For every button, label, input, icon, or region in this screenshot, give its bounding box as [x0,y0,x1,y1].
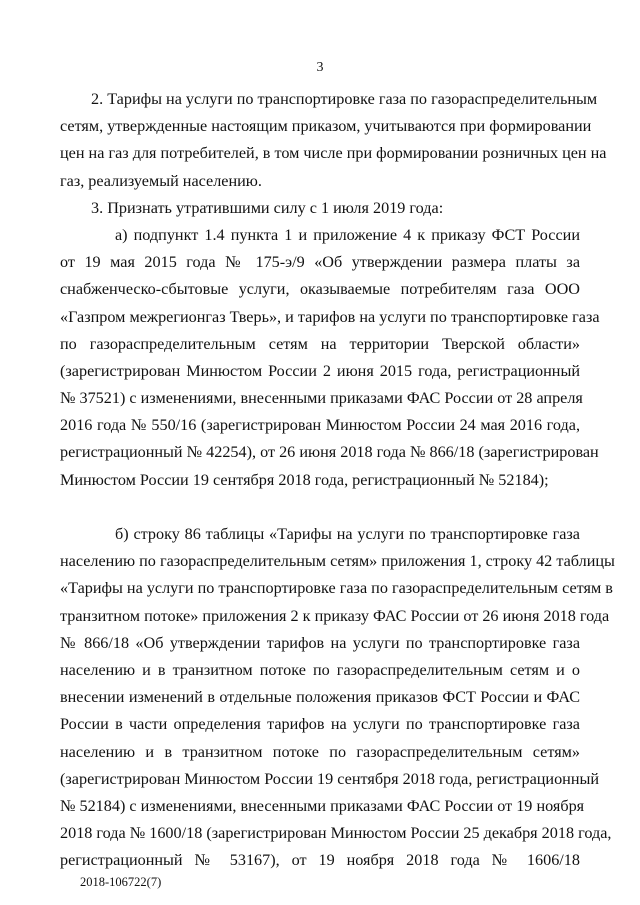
text-line: б) строку 86 таблицы «Тарифы на услуги по транспортировке газа [115,525,580,543]
text-line: от 19 мая 2015 года № 175-э/9 «Об утверждении размера платы за [60,253,580,272]
text-line: газ, реализуемый населению. [60,171,262,190]
text-line: № 37521) с изменениями, внесенными приказами ФАС России от 28 апреля [60,389,583,408]
text-line: а) подпункт 1.4 пункта 1 и приложение 4 к приказу ФСТ России [115,225,580,244]
document-code: 2018-106722(7) [80,875,162,889]
text-line: «Газпром межрегионгаз Тверь», и тарифов на услуги по транспортировке газа [60,307,600,326]
text-line: регистрационный № 42254), от 26 июня 2018 года № 866/18 (зарегистрирован [60,443,599,462]
text-line: 2018 года № 1600/18 (зарегистрирован Минюстом России 25 декабря 2018 года, [60,824,612,843]
text-line: 3. Признать утратившими силу с 1 июля 2019 года: [91,198,444,217]
text-line: транзитном потоке» приложения 2 к приказу ФАС России от 26 июня 2018 года [60,606,610,625]
text-line: (зарегистрирован Минюстом России 2 июня 2015 года, регистрационный [60,361,580,380]
text-line: сетям, утвержденные настоящим приказом, учитываются при формировании [60,117,592,136]
text-line: № 866/18 «Об утверждении тарифов на услуги по транспортировке газа [60,633,580,652]
text-line: № 52184) с изменениями, внесенными приказами ФАС России от 19 ноября [60,796,585,815]
text-line: цен на газ для потребителей, в том числе при формировании розничных цен на [60,144,607,163]
text-line: России в части определения тарифов на услуги по транспортировке газа [60,715,580,734]
text-line: Минюстом России 19 сентября 2018 года, регистрационный № 52184); [60,470,549,489]
text-line: населению и в транзитном потоке по газораспределительным сетям» [60,742,580,761]
blank-line [60,494,580,521]
document-body [60,86,615,874]
text-line: снабженческо-сбытовые услуги, оказываемые потребителям газа ООО [60,280,580,299]
text-line: по газораспределительным сетям на территории Тверской области» [60,334,580,353]
text-line: населению и в транзитном потоке по газораспределительным сетям и о [60,660,580,679]
text-line: внесении изменений в отдельные положения приказов ФСТ России и ФАС [60,688,580,707]
text-line: «Тарифы на услуги по транспортировке газа по газораспределительным сетям в [60,579,613,598]
text-line: населению по газораспределительным сетям» приложения 1, строку 42 таблицы [60,552,615,571]
text-line: (зарегистрирован Минюстом России 19 сентября 2018 года, регистрационный [60,769,600,788]
text-line: 2. Тарифы на услуги по транспортировке газа по газораспределительным [91,90,598,108]
text-line: регистрационный № 53167), от 19 ноября 2018 года № 1606/18 [60,851,580,870]
page-number: 3 [316,60,324,75]
text-line: 2016 года № 550/16 (зарегистрирован Минюстом России 24 мая 2016 года, [60,416,580,435]
